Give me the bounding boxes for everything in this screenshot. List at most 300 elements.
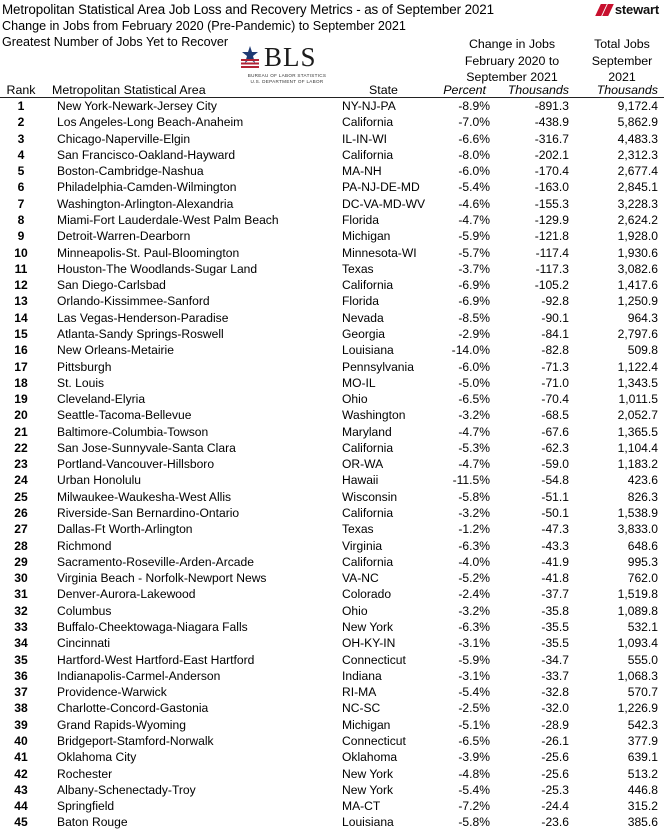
- cell-rank: 44: [14, 799, 28, 814]
- page-subtitle: Change in Jobs from February 2020 (Pre-Pandemic) to September 2021: [2, 19, 406, 33]
- table-row: [0, 652, 664, 668]
- cell-total-jobs: 1,183.2: [617, 457, 658, 472]
- cell-state: MO-IL: [342, 375, 376, 390]
- cell-thousands: -84.1: [541, 326, 569, 341]
- cell-msa: Albany-Schenectady-Troy: [57, 782, 196, 797]
- cell-rank: 39: [14, 717, 28, 732]
- table-row: [0, 586, 664, 602]
- cell-state: California: [342, 554, 394, 569]
- cell-rank: 31: [14, 587, 28, 602]
- cell-total-jobs: 1,104.4: [617, 440, 658, 455]
- table-row: [0, 147, 664, 163]
- cell-total-jobs: 1,011.5: [618, 392, 658, 407]
- table-row: [0, 131, 664, 147]
- cell-msa: Philadelphia-Camden-Wilmington: [57, 180, 237, 195]
- cell-percent: -6.9%: [458, 294, 490, 309]
- table-row: [0, 700, 664, 716]
- page-title: Metropolitan Statistical Area Job Loss and Recovery Metrics - as of September 2021: [2, 2, 494, 17]
- table-row: [0, 717, 664, 733]
- cell-total-jobs: 2,797.6: [617, 326, 658, 341]
- bls-seal-icon: [237, 43, 263, 69]
- stewart-logo-text: stewart: [614, 2, 659, 17]
- table-row: [0, 179, 664, 195]
- cell-state: Hawaii: [342, 473, 379, 488]
- cell-percent: -7.0%: [458, 115, 490, 130]
- cell-msa: Grand Rapids-Wyoming: [57, 717, 186, 732]
- cell-thousands: -25.6: [541, 750, 569, 765]
- cell-percent: -6.9%: [458, 278, 490, 293]
- cell-msa: San Diego-Carlsbad: [57, 278, 166, 293]
- cell-rank: 4: [17, 147, 25, 162]
- cell-total-jobs: 1,250.9: [617, 294, 658, 309]
- cell-rank: 17: [14, 359, 28, 374]
- cell-total-jobs: 555.0: [627, 652, 658, 667]
- cell-thousands: -155.3: [534, 196, 569, 211]
- cell-thousands: -26.1: [541, 733, 569, 748]
- cell-rank: 22: [14, 440, 28, 455]
- cell-percent: -2.4%: [458, 587, 490, 602]
- cell-percent: -2.9%: [458, 326, 490, 341]
- cell-percent: -3.2%: [458, 506, 490, 521]
- cell-percent: -5.4%: [458, 180, 490, 195]
- cell-rank: 27: [14, 522, 28, 537]
- cell-thousands: -68.5: [541, 408, 569, 423]
- cell-msa: Detroit-Warren-Dearborn: [57, 229, 191, 244]
- cell-state: Wisconsin: [342, 489, 398, 504]
- cell-thousands: -59.0: [541, 457, 569, 472]
- cell-state: New York: [342, 766, 394, 781]
- cell-total-jobs: 1,068.3: [617, 668, 658, 683]
- cell-percent: -2.5%: [458, 701, 490, 716]
- cell-percent: -5.4%: [458, 685, 490, 700]
- cell-percent: -6.5%: [458, 392, 490, 407]
- cell-state: PA-NJ-DE-MD: [342, 180, 420, 195]
- table-row: [0, 554, 664, 570]
- cell-total-jobs: 446.8: [627, 782, 658, 797]
- cell-rank: 9: [17, 229, 25, 244]
- cell-state: California: [342, 440, 394, 455]
- cell-total-jobs: 1,519.8: [617, 587, 658, 602]
- cell-rank: 11: [14, 261, 28, 276]
- cell-total-jobs: 1,226.9: [617, 701, 658, 716]
- column-header-percent: Percent: [443, 83, 486, 97]
- cell-msa: Pittsburgh: [57, 359, 112, 374]
- cell-rank: 36: [14, 668, 28, 683]
- table-row: [0, 766, 664, 782]
- cell-rank: 24: [14, 473, 28, 488]
- cell-msa: Boston-Cambridge-Nashua: [57, 164, 204, 179]
- cell-msa: Minneapolis-St. Paul-Bloomington: [57, 245, 240, 260]
- cell-state: VA-NC: [342, 571, 379, 586]
- total-header-line1: Total Jobs: [594, 37, 650, 51]
- cell-percent: -3.9%: [458, 750, 490, 765]
- cell-msa: Miami-Fort Lauderdale-West Palm Beach: [57, 212, 279, 227]
- cell-percent: -6.3%: [458, 538, 490, 553]
- change-header-line3: September 2021: [466, 70, 558, 84]
- column-header-msa: Metropolitan Statistical Area: [52, 83, 206, 97]
- cell-rank: 19: [14, 392, 28, 407]
- cell-msa: Orlando-Kissimmee-Sanford: [57, 294, 210, 309]
- cell-percent: -8.0%: [458, 147, 490, 162]
- cell-rank: 8: [17, 212, 25, 227]
- cell-total-jobs: 315.2: [627, 799, 658, 814]
- cell-msa: Dallas-Ft Worth-Arlington: [57, 522, 193, 537]
- cell-rank: 5: [17, 164, 25, 179]
- cell-state: Michigan: [342, 717, 391, 732]
- cell-percent: -3.7%: [458, 261, 490, 276]
- cell-state: Ohio: [342, 603, 368, 618]
- cell-thousands: -438.9: [534, 115, 569, 130]
- cell-percent: -5.9%: [458, 229, 490, 244]
- cell-percent: -4.0%: [458, 554, 490, 569]
- table-row: [0, 342, 664, 358]
- cell-state: Texas: [342, 261, 374, 276]
- cell-percent: -7.2%: [458, 799, 490, 814]
- cell-total-jobs: 1,417.6: [617, 278, 658, 293]
- cell-total-jobs: 3,228.3: [617, 196, 658, 211]
- cell-total-jobs: 1,343.5: [617, 375, 658, 390]
- table-row: [0, 521, 664, 537]
- bls-agency-line2: U.S. DEPARTMENT OF LABOR: [250, 79, 324, 84]
- cell-msa: Cleveland-Elyria: [57, 392, 146, 407]
- table-row: [0, 668, 664, 684]
- cell-state: Virginia: [342, 538, 383, 553]
- cell-state: OR-WA: [342, 457, 384, 472]
- cell-thousands: -316.7: [534, 131, 569, 146]
- cell-msa: Las Vegas-Henderson-Paradise: [57, 310, 229, 325]
- table-row: [0, 310, 664, 326]
- cell-thousands: -71.0: [541, 375, 569, 390]
- cell-state: MA-NH: [342, 164, 382, 179]
- cell-state: DC-VA-MD-WV: [342, 196, 426, 211]
- cell-total-jobs: 1,122.4: [617, 359, 658, 374]
- cell-rank: 2: [17, 115, 25, 130]
- cell-msa: Richmond: [57, 538, 112, 553]
- cell-thousands: -117.4: [535, 245, 569, 260]
- cell-state: Connecticut: [342, 652, 406, 667]
- cell-state: California: [342, 115, 394, 130]
- cell-percent: -5.4%: [458, 782, 490, 797]
- cell-msa: Buffalo-Cheektowaga-Niagara Falls: [57, 620, 248, 634]
- table-row: [0, 375, 664, 391]
- column-header-state: State: [369, 83, 398, 97]
- cell-thousands: -28.9: [541, 717, 569, 732]
- cell-rank: 15: [14, 326, 28, 341]
- cell-state: RI-MA: [342, 685, 377, 700]
- cell-thousands: -35.5: [541, 620, 569, 634]
- cell-total-jobs: 423.6: [627, 473, 658, 488]
- cell-percent: -3.2%: [458, 603, 490, 618]
- cell-total-jobs: 1,365.5: [617, 424, 658, 439]
- cell-rank: 14: [14, 310, 28, 325]
- cell-msa: San Jose-Sunnyvale-Santa Clara: [57, 440, 236, 455]
- cell-rank: 42: [14, 766, 28, 781]
- stewart-logo: [595, 2, 659, 17]
- cell-thousands: -202.1: [534, 147, 569, 162]
- stewart-logo-icon: [595, 4, 613, 16]
- cell-total-jobs: 639.1: [627, 750, 658, 765]
- cell-thousands: -47.3: [541, 522, 569, 537]
- cell-thousands: -35.8: [541, 603, 569, 618]
- cell-state: Connecticut: [342, 733, 406, 748]
- cell-state: New York: [342, 620, 394, 634]
- total-jobs-group-header: [581, 36, 663, 86]
- cell-thousands: -90.1: [541, 310, 569, 325]
- cell-rank: 40: [14, 733, 28, 748]
- cell-msa: Portland-Vancouver-Hillsboro: [57, 457, 215, 472]
- table-row: [0, 228, 664, 244]
- cell-thousands: -163.0: [534, 180, 569, 195]
- cell-total-jobs: 762.0: [627, 571, 658, 586]
- cell-total-jobs: 4,483.3: [617, 131, 658, 146]
- cell-state: Florida: [342, 212, 379, 227]
- table-row: [0, 293, 664, 309]
- cell-total-jobs: 995.3: [627, 554, 658, 569]
- column-header-total-thousands: Thousands: [596, 83, 658, 97]
- cell-percent: -5.3%: [458, 440, 490, 455]
- table-row: [0, 261, 664, 277]
- cell-total-jobs: 3,833.0: [617, 522, 658, 537]
- cell-total-jobs: 648.6: [627, 538, 658, 553]
- table-row: [0, 114, 664, 130]
- cell-msa: Baltimore-Columbia-Towson: [57, 424, 209, 439]
- cell-thousands: -50.1: [541, 506, 569, 521]
- page-subtitle-secondary: Greatest Number of Jobs Yet to Recover: [2, 35, 229, 49]
- cell-percent: -4.7%: [458, 212, 490, 227]
- bls-logo-agency: [237, 73, 337, 85]
- cell-thousands: -34.7: [541, 652, 569, 667]
- cell-percent: -6.6%: [458, 131, 490, 146]
- cell-percent: -6.3%: [458, 620, 490, 634]
- cell-rank: 34: [14, 636, 28, 651]
- cell-percent: -5.7%: [458, 245, 490, 260]
- cell-percent: -5.0%: [458, 375, 490, 390]
- cell-total-jobs: 1,093.4: [617, 636, 658, 651]
- cell-msa: Washington-Arlington-Alexandria: [57, 196, 234, 211]
- cell-total-jobs: 509.8: [627, 343, 658, 358]
- cell-msa: Springfield: [57, 799, 115, 814]
- cell-rank: 3: [17, 131, 25, 146]
- cell-rank: 7: [17, 196, 25, 211]
- cell-msa: Sacramento-Roseville-Arden-Arcade: [57, 554, 254, 569]
- cell-state: Maryland: [342, 424, 392, 439]
- cell-msa: Milwaukee-Waukesha-West Allis: [57, 489, 232, 504]
- cell-percent: -4.6%: [458, 196, 490, 211]
- cell-state: Indiana: [342, 668, 382, 683]
- cell-rank: 38: [14, 701, 28, 716]
- cell-percent: -8.5%: [458, 310, 490, 325]
- table-row: [0, 472, 664, 488]
- table-row: [0, 277, 664, 293]
- cell-msa: Virginia Beach - Norfolk-Newport News: [57, 571, 267, 586]
- total-header-line2: September: [591, 53, 653, 68]
- cell-total-jobs: 1,538.9: [617, 506, 658, 521]
- cell-percent: -4.7%: [458, 457, 490, 472]
- table-row: [0, 212, 664, 228]
- cell-msa: Atlanta-Sandy Springs-Roswell: [57, 326, 224, 341]
- cell-rank: 13: [14, 294, 28, 309]
- cell-rank: 41: [14, 750, 28, 765]
- cell-msa: Hartford-West Hartford-East Hartford: [57, 652, 255, 667]
- table-row: [0, 98, 664, 114]
- cell-msa: Cincinnati: [57, 636, 111, 651]
- cell-rank: 12: [14, 278, 28, 293]
- cell-total-jobs: 542.3: [627, 717, 658, 732]
- cell-thousands: -33.7: [541, 668, 569, 683]
- cell-rank: 23: [14, 457, 28, 472]
- cell-msa: Charlotte-Concord-Gastonia: [57, 701, 209, 716]
- cell-state: MA-CT: [342, 799, 381, 814]
- table-row: [0, 245, 664, 261]
- cell-rank: 29: [14, 554, 28, 569]
- cell-msa: New Orleans-Metairie: [57, 343, 174, 358]
- table-row: [0, 163, 664, 179]
- cell-thousands: -51.1: [541, 489, 569, 504]
- cell-thousands: -54.8: [541, 473, 569, 488]
- cell-rank: 10: [14, 245, 28, 260]
- cell-rank: 21: [14, 424, 28, 439]
- cell-state: Louisiana: [342, 343, 394, 358]
- cell-thousands: -92.8: [541, 294, 569, 309]
- cell-state: Michigan: [342, 229, 391, 244]
- cell-percent: -14.0%: [451, 343, 490, 358]
- cell-state: Ohio: [342, 392, 368, 407]
- cell-thousands: -24.4: [541, 799, 569, 814]
- cell-msa: Denver-Aurora-Lakewood: [57, 587, 196, 602]
- cell-msa: Columbus: [57, 603, 112, 618]
- cell-percent: -5.8%: [458, 489, 490, 504]
- cell-total-jobs: 3,082.6: [617, 261, 658, 276]
- table-row: [0, 749, 664, 765]
- cell-percent: -3.2%: [458, 408, 490, 423]
- table-row: [0, 570, 664, 586]
- cell-rank: 28: [14, 538, 28, 553]
- cell-rank: 45: [14, 815, 28, 830]
- cell-msa: Urban Honolulu: [57, 473, 142, 488]
- table-row: [0, 684, 664, 700]
- bls-agency-line1: BUREAU OF LABOR STATISTICS: [247, 73, 327, 78]
- cell-msa: Bridgeport-Stamford-Norwalk: [57, 733, 214, 748]
- cell-thousands: -25.6: [541, 766, 569, 781]
- cell-total-jobs: 513.2: [627, 766, 658, 781]
- cell-rank: 25: [14, 489, 28, 504]
- cell-total-jobs: 2,845.1: [617, 180, 658, 195]
- cell-total-jobs: 964.3: [627, 310, 658, 325]
- cell-state: California: [342, 147, 394, 162]
- table-row: [0, 196, 664, 212]
- cell-thousands: -62.3: [541, 440, 569, 455]
- cell-thousands: -37.7: [541, 587, 569, 602]
- cell-thousands: -121.8: [534, 229, 569, 244]
- column-header-rank: Rank: [6, 83, 36, 97]
- cell-thousands: -891.3: [534, 99, 569, 113]
- cell-total-jobs: 1,089.8: [617, 603, 658, 618]
- cell-thousands: -23.6: [541, 815, 569, 830]
- cell-rank: 33: [14, 620, 28, 634]
- cell-thousands: -71.3: [541, 359, 569, 374]
- change-header-line2: February 2020 to: [464, 53, 560, 68]
- column-header-thousands: Thousands: [507, 83, 569, 97]
- cell-state: California: [342, 278, 394, 293]
- cell-state: Louisiana: [342, 815, 394, 830]
- cell-total-jobs: 2,052.7: [617, 408, 658, 423]
- cell-state: Minnesota-WI: [342, 245, 417, 260]
- cell-msa: Oklahoma City: [57, 750, 137, 765]
- cell-state: Pennsylvania: [342, 359, 414, 374]
- table-row: [0, 814, 664, 830]
- cell-state: California: [342, 506, 394, 521]
- total-header-line3: 2021: [608, 70, 636, 84]
- cell-state: Washington: [342, 408, 406, 423]
- cell-percent: -8.9%: [458, 99, 490, 113]
- cell-thousands: -25.3: [541, 782, 569, 797]
- cell-state: OH-KY-IN: [342, 636, 396, 651]
- cell-total-jobs: 5,862.9: [617, 115, 658, 130]
- table-row: [0, 733, 664, 749]
- cell-state: NY-NJ-PA: [342, 99, 396, 113]
- cell-state: Texas: [342, 522, 374, 537]
- cell-state: New York: [342, 782, 394, 797]
- cell-state: NC-SC: [342, 701, 381, 716]
- cell-msa: Seattle-Tacoma-Bellevue: [57, 408, 192, 423]
- cell-rank: 43: [14, 782, 28, 797]
- cell-msa: Rochester: [57, 766, 113, 781]
- cell-msa: New York-Newark-Jersey City: [57, 99, 217, 113]
- table-row: [0, 538, 664, 554]
- cell-percent: -1.2%: [458, 522, 490, 537]
- cell-rank: 20: [14, 408, 28, 423]
- cell-msa: St. Louis: [57, 375, 105, 390]
- cell-thousands: -170.4: [534, 164, 569, 179]
- cell-percent: -4.8%: [458, 766, 490, 781]
- cell-percent: -6.0%: [458, 164, 490, 179]
- cell-rank: 1: [17, 99, 25, 113]
- table-row: [0, 359, 664, 375]
- cell-state: IL-IN-WI: [342, 131, 388, 146]
- cell-percent: -6.0%: [458, 359, 490, 374]
- table-row: [0, 505, 664, 521]
- cell-percent: -3.1%: [458, 636, 490, 651]
- table-row: [0, 635, 664, 651]
- cell-thousands: -105.2: [534, 278, 569, 293]
- cell-msa: San Francisco-Oakland-Hayward: [57, 147, 236, 162]
- table-row: [0, 619, 664, 635]
- cell-percent: -5.9%: [458, 652, 490, 667]
- table-row: [0, 782, 664, 798]
- table-row: [0, 407, 664, 423]
- cell-thousands: -41.8: [541, 571, 569, 586]
- cell-total-jobs: 1,928.0: [617, 229, 658, 244]
- cell-total-jobs: 570.7: [627, 685, 658, 700]
- cell-thousands: -32.0: [541, 701, 569, 716]
- change-in-jobs-group-header: [457, 36, 567, 86]
- table-row: [0, 326, 664, 342]
- cell-thousands: -129.9: [534, 212, 569, 227]
- cell-state: Nevada: [342, 310, 384, 325]
- table-row: [0, 603, 664, 619]
- cell-state: Georgia: [342, 326, 386, 341]
- cell-total-jobs: 2,312.3: [617, 147, 658, 162]
- cell-percent: -4.7%: [458, 424, 490, 439]
- cell-total-jobs: 377.9: [627, 733, 658, 748]
- cell-thousands: -41.9: [541, 554, 569, 569]
- cell-percent: -11.5%: [452, 473, 490, 488]
- cell-thousands: -43.3: [541, 538, 569, 553]
- cell-msa: Indianapolis-Carmel-Anderson: [57, 668, 221, 683]
- table-row: [0, 798, 664, 814]
- cell-thousands: -117.3: [535, 261, 569, 276]
- table-row: [0, 424, 664, 440]
